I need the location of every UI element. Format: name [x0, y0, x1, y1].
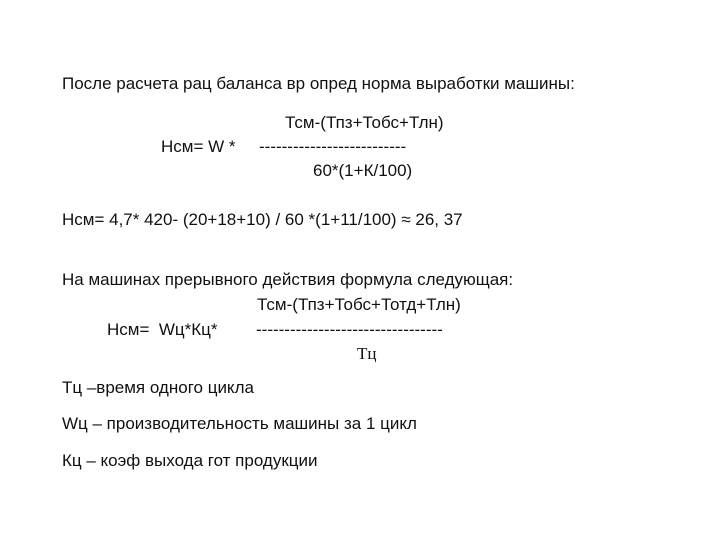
- formula2-numerator: Тсм-(Тпз+Тобс+Тотд+Тлн): [257, 295, 461, 314]
- calculation-text: Нсм= 4,7* 420- (20+18+10) / 60 *(1+11/100) ≈ 26, 37: [62, 210, 463, 229]
- intro2-text: На машинах прерывного действия формула следующая:: [62, 270, 514, 289]
- definition-item: Тц –время одного цикла: [62, 378, 254, 397]
- definition-item: Wц – производительность машины за 1 цикл: [62, 414, 417, 433]
- formula1-numerator: Тсм-(Тпз+Тобс+Тлн): [285, 113, 444, 132]
- formula2-lhs: Нсм= Wц*Кц*: [107, 320, 218, 339]
- formula1-denominator: 60*(1+К/100): [313, 161, 413, 180]
- formula2-denominator: Тц: [357, 344, 377, 363]
- formula2-fraction-bar: ---------------------------------: [256, 320, 443, 339]
- formula1-lhs: Нсм= W *: [161, 137, 236, 156]
- formula1-fraction-bar: --------------------------: [259, 137, 407, 156]
- intro-text: После расчета рац баланса вр опред норма выработки машины:: [62, 74, 575, 93]
- definition-item: Кц – коэф выхода гот продукции: [62, 451, 318, 470]
